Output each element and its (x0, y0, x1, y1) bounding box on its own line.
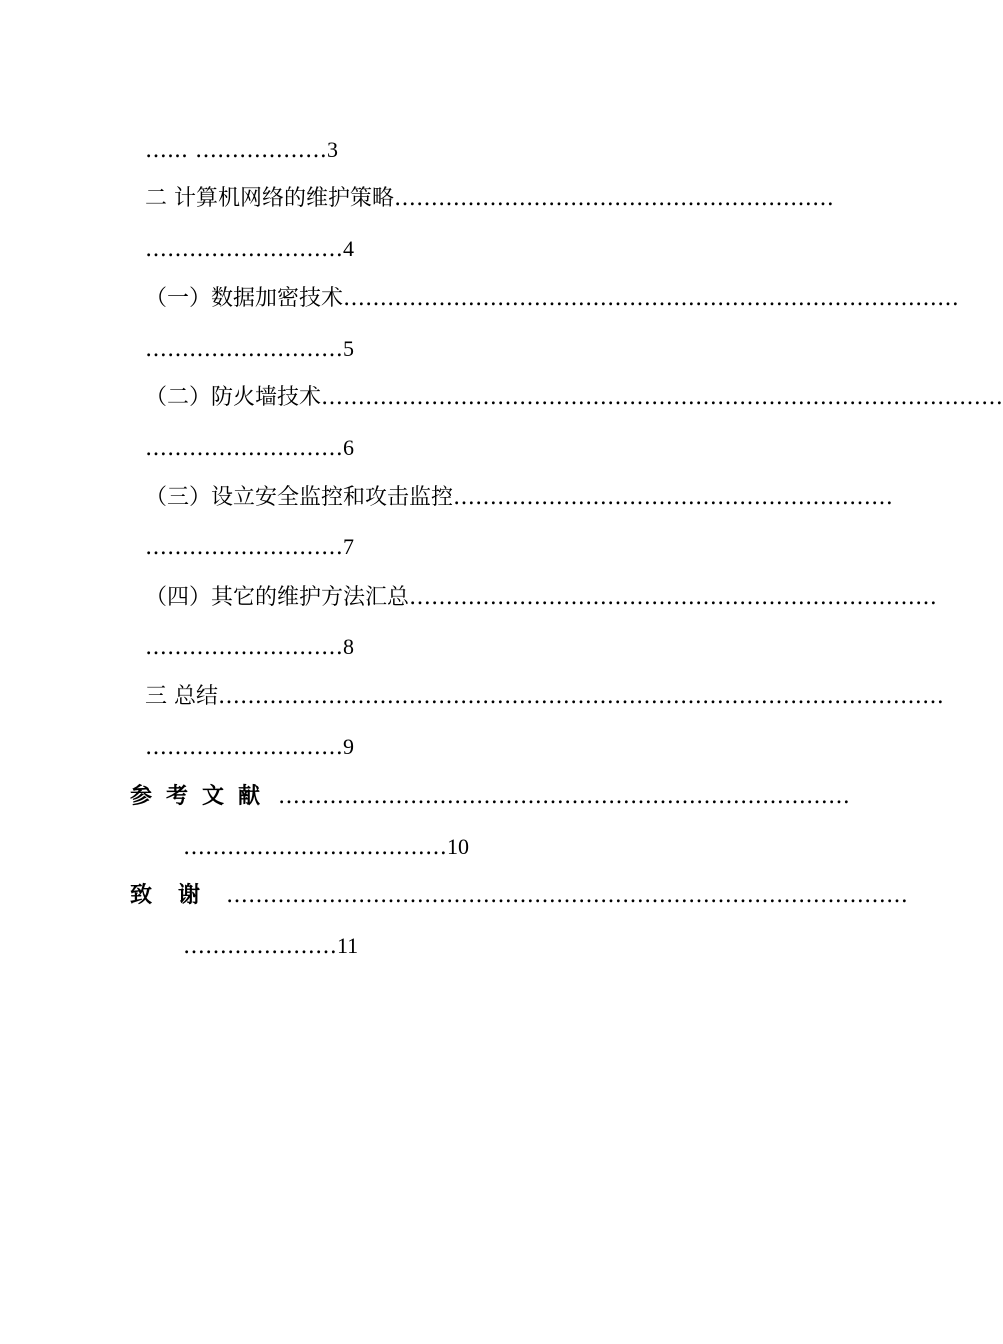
toc-page-number: 5 (343, 336, 354, 361)
toc-line-continuation (145, 231, 805, 267)
toc-page-number: 10 (447, 834, 469, 859)
toc-entry-title: 三 总结 (145, 684, 218, 709)
toc-leader: ……………………… (145, 735, 343, 760)
toc-entry-title: （四）其它的维护方法汇总 (145, 585, 410, 610)
toc-entry (145, 480, 894, 516)
toc-line-continuation (145, 529, 805, 565)
toc-page-number: 6 (343, 435, 354, 460)
toc-leader: …………………………………………………… (453, 485, 894, 510)
toc-entry (130, 878, 909, 914)
toc-leader: ………………………………………………………………………………… (321, 385, 1003, 410)
toc-entry (130, 779, 851, 815)
toc-leader: …………………………………………………… (394, 186, 834, 211)
toc-entry (145, 181, 834, 217)
toc-leader: ……………………………………………………………………………………… (218, 684, 944, 709)
toc-line-continuation (145, 729, 805, 765)
toc-leader: ……………………… (145, 237, 343, 262)
toc-entry-title: （二）防火墙技术 (145, 385, 322, 410)
toc-line-continuation (145, 629, 805, 665)
toc-leader: ……………………… (145, 337, 343, 362)
toc-leader: ………………………………………………………………………………… (226, 883, 909, 908)
toc-entry (145, 580, 938, 616)
toc-leader: ………………… (183, 934, 337, 959)
toc-leader: …... ……………… (145, 138, 327, 163)
toc-leader: ……………………………… (183, 835, 447, 860)
toc-page-number: 8 (343, 634, 354, 659)
toc-leader: …………………………………………………………………… (278, 784, 851, 809)
toc-line-continuation (145, 430, 805, 466)
toc-line-continuation (183, 928, 358, 964)
toc-entry-title: 参考文献 (130, 784, 275, 809)
toc-page-number: 11 (337, 933, 359, 958)
toc-entry-title: （一）数据加密技术 (145, 286, 344, 311)
toc-leader: ……………………… (145, 535, 343, 560)
toc-leader: ……………………………………………………………… (409, 585, 938, 610)
toc-line-continuation (183, 829, 469, 865)
toc-entry (145, 380, 1003, 416)
toc-line-continuation (145, 132, 805, 168)
toc-line-continuation (145, 331, 805, 367)
toc-entry-title: （三）设立安全监控和攻击监控 (145, 485, 454, 510)
toc-entry-title: 二 计算机网络的维护策略 (145, 186, 394, 211)
toc-leader: ………………………………………………………………………… (343, 286, 960, 311)
toc-entry (145, 679, 944, 715)
toc-page-number: 3 (326, 137, 338, 162)
toc-leader: ……………………… (145, 635, 343, 660)
toc-page-number: 9 (343, 734, 354, 759)
toc-entry-title: 致谢 (130, 883, 227, 908)
toc-entry (145, 281, 960, 317)
toc-page-number: 7 (343, 534, 354, 559)
toc-page-number: 4 (343, 236, 354, 261)
toc-leader: ……………………… (145, 436, 343, 461)
